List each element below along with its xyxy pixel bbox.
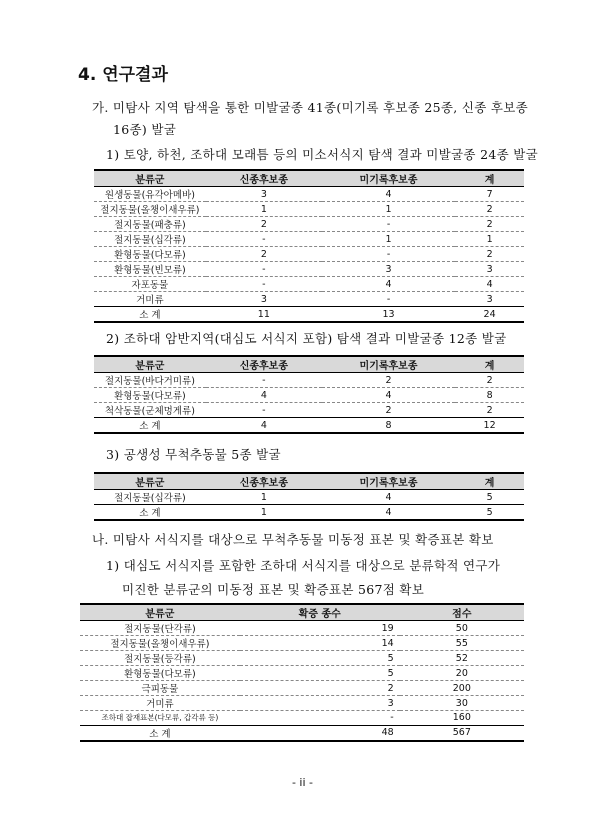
subsection-1-title: 1) 토양, 하천, 조하대 모래틈 등의 미소서식지 탐색 결과 미발굴종 24종 발굴 <box>106 147 538 162</box>
header-unrecorded-candidate: 미기록후보종 <box>322 473 455 490</box>
page-number: - ii - <box>291 776 314 789</box>
cell-new: 1 <box>206 490 322 505</box>
table-row <box>94 373 524 388</box>
table-header-row <box>94 356 524 373</box>
cell-sum: 3 <box>455 292 524 307</box>
cell-species: 19 <box>240 621 400 636</box>
header-unrecorded-candidate: 미기록후보종 <box>322 170 455 187</box>
cell-total-count: 567 <box>400 725 524 741</box>
cell-taxon: 절지동물(단각류) <box>80 621 240 636</box>
cell-taxon: 환형동물(빈모류) <box>94 262 206 277</box>
cell-total-unrecorded: 13 <box>322 307 455 323</box>
cell-sum: 2 <box>455 373 524 388</box>
cell-taxon: 극피동물 <box>80 681 240 696</box>
header-taxon: 분류군 <box>94 473 206 490</box>
cell-species: - <box>240 711 400 726</box>
header-confirmed-species: 확증 종수 <box>240 604 400 621</box>
cell-taxon: 자포동물 <box>94 277 206 292</box>
cell-unrecorded: 2 <box>322 403 455 418</box>
subsection-2-title: 2) 조하대 암반지역(대심도 서식지 포함) 탐색 결과 미발굴종 12종 발굴 <box>106 331 507 346</box>
cell-taxon: 거미류 <box>80 696 240 711</box>
table-header-row <box>94 170 524 187</box>
header-specimen-count: 점수 <box>400 604 524 621</box>
cell-new: - <box>206 403 322 418</box>
cell-unrecorded: 1 <box>322 202 455 217</box>
cell-count: 55 <box>400 636 524 651</box>
cell-sum: 2 <box>455 202 524 217</box>
cell-sum: 2 <box>455 217 524 232</box>
table-row <box>94 187 524 202</box>
cell-count: 30 <box>400 696 524 711</box>
header-new-candidate: 신종후보종 <box>206 473 322 490</box>
cell-unrecorded: 4 <box>322 187 455 202</box>
section-na-sub1-line1: 1) 대심도 서식지를 포함한 조하대 서식지를 대상으로 분류학적 연구가 <box>106 558 501 573</box>
cell-unrecorded: 2 <box>322 373 455 388</box>
cell-new: 3 <box>206 187 322 202</box>
table-row <box>94 403 524 418</box>
cell-count: 160 <box>400 711 524 726</box>
table-header-row <box>80 604 524 621</box>
cell-new: 2 <box>206 217 322 232</box>
table-undiscovered-subtidal-rock <box>94 355 524 434</box>
cell-taxon: 환형동물(다모류) <box>80 666 240 681</box>
header-new-candidate: 신종후보종 <box>206 170 322 187</box>
cell-taxon: 조하대 잡재표본(다모류, 갑각류 등) <box>80 711 240 726</box>
cell-unrecorded: 4 <box>322 277 455 292</box>
cell-total-unrecorded: 8 <box>322 418 455 434</box>
section-na-title: 나. 미탐사 서식지를 대상으로 무척추동물 미동정 표본 및 확증표본 확보 <box>92 532 494 547</box>
cell-unrecorded: - <box>322 217 455 232</box>
cell-taxon: 환형동물(다모류) <box>94 247 206 262</box>
header-taxon: 분류군 <box>94 170 206 187</box>
table-header-row <box>94 473 524 490</box>
cell-new: 2 <box>206 247 322 262</box>
cell-total-new: 1 <box>206 505 322 521</box>
cell-species: 2 <box>240 681 400 696</box>
subsection-3-title: 3) 공생성 무척추동물 5종 발굴 <box>106 447 281 462</box>
header-total: 계 <box>455 170 524 187</box>
table-total-row <box>94 307 524 323</box>
header-total: 계 <box>455 356 524 373</box>
header-total: 계 <box>455 473 524 490</box>
cell-new: 4 <box>206 388 322 403</box>
cell-taxon: 절지동물(올챙이새우류) <box>94 202 206 217</box>
cell-new: 1 <box>206 202 322 217</box>
table-symbiotic-invertebrates <box>94 472 524 521</box>
cell-count: 200 <box>400 681 524 696</box>
table-row <box>94 277 524 292</box>
header-taxon: 분류군 <box>94 356 206 373</box>
cell-sum: 8 <box>455 388 524 403</box>
cell-unrecorded: 4 <box>322 388 455 403</box>
table-row <box>94 262 524 277</box>
cell-count: 50 <box>400 621 524 636</box>
cell-sum: 2 <box>455 247 524 262</box>
table-row <box>80 621 524 636</box>
cell-new: - <box>206 232 322 247</box>
cell-new: - <box>206 262 322 277</box>
table-row <box>94 388 524 403</box>
table-total-row <box>94 418 524 434</box>
cell-total-new: 4 <box>206 418 322 434</box>
cell-taxon: 절지동물(올챙이새우류) <box>80 636 240 651</box>
cell-taxon: 척삭동물(군체멍게류) <box>94 403 206 418</box>
cell-species: 5 <box>240 651 400 666</box>
cell-unrecorded: 3 <box>322 262 455 277</box>
cell-count: 20 <box>400 666 524 681</box>
section-na-sub1-line2: 미진한 분류군의 미동정 표본 및 확증표본 567점 확보 <box>122 582 425 597</box>
cell-taxon: 환형동물(다모류) <box>94 388 206 403</box>
cell-new: 3 <box>206 292 322 307</box>
cell-sum: 7 <box>455 187 524 202</box>
cell-total-label: 소 계 <box>80 725 240 741</box>
table-row <box>80 681 524 696</box>
table-row <box>94 202 524 217</box>
cell-total-species: 48 <box>240 725 400 741</box>
table-row <box>80 666 524 681</box>
header-unrecorded-candidate: 미기록후보종 <box>322 356 455 373</box>
cell-total-label: 소 계 <box>94 418 206 434</box>
table-row <box>80 696 524 711</box>
cell-taxon: 절지동물(패충류) <box>94 217 206 232</box>
table-row <box>94 292 524 307</box>
cell-species: 14 <box>240 636 400 651</box>
table-row <box>80 636 524 651</box>
cell-taxon: 절지동물(바다거미류) <box>94 373 206 388</box>
table-row <box>94 217 524 232</box>
cell-total-unrecorded: 4 <box>322 505 455 521</box>
cell-total-new: 11 <box>206 307 322 323</box>
cell-taxon: 절지동물(십각류) <box>94 232 206 247</box>
cell-unrecorded: 4 <box>322 490 455 505</box>
table-row <box>94 247 524 262</box>
cell-unrecorded: - <box>322 292 455 307</box>
table-voucher-specimens <box>80 603 524 742</box>
header-new-candidate: 신종후보종 <box>206 356 322 373</box>
cell-species: 3 <box>240 696 400 711</box>
cell-total-sum: 12 <box>455 418 524 434</box>
cell-sum: 1 <box>455 232 524 247</box>
table-total-row <box>94 505 524 521</box>
table-row <box>80 651 524 666</box>
cell-species: 5 <box>240 666 400 681</box>
cell-unrecorded: - <box>322 247 455 262</box>
header-taxon: 분류군 <box>80 604 240 621</box>
cell-total-label: 소 계 <box>94 505 206 521</box>
cell-taxon: 원생동물(유각아메바) <box>94 187 206 202</box>
table-row <box>80 711 524 726</box>
table-row <box>94 232 524 247</box>
table-row <box>94 490 524 505</box>
cell-total-sum: 24 <box>455 307 524 323</box>
cell-taxon: 절지동물(십각류) <box>94 490 206 505</box>
cell-sum: 5 <box>455 490 524 505</box>
cell-unrecorded: 1 <box>322 232 455 247</box>
cell-count: 52 <box>400 651 524 666</box>
cell-sum: 4 <box>455 277 524 292</box>
cell-total-sum: 5 <box>455 505 524 521</box>
cell-new: - <box>206 373 322 388</box>
table-undiscovered-microhabitat <box>94 169 524 323</box>
cell-new: - <box>206 277 322 292</box>
table-total-row <box>80 725 524 741</box>
cell-taxon: 거미류 <box>94 292 206 307</box>
section-heading: 4. 연구결과 <box>78 65 168 85</box>
cell-total-label: 소 계 <box>94 307 206 323</box>
cell-sum: 3 <box>455 262 524 277</box>
section-ga-line2: 16종) 발굴 <box>113 122 177 137</box>
cell-taxon: 절지동물(등각류) <box>80 651 240 666</box>
cell-sum: 2 <box>455 403 524 418</box>
section-ga-line1: 가. 미탐사 지역 탐색을 통한 미발굴종 41종(미기록 후보종 25종, 신종 후보종 <box>92 100 528 115</box>
